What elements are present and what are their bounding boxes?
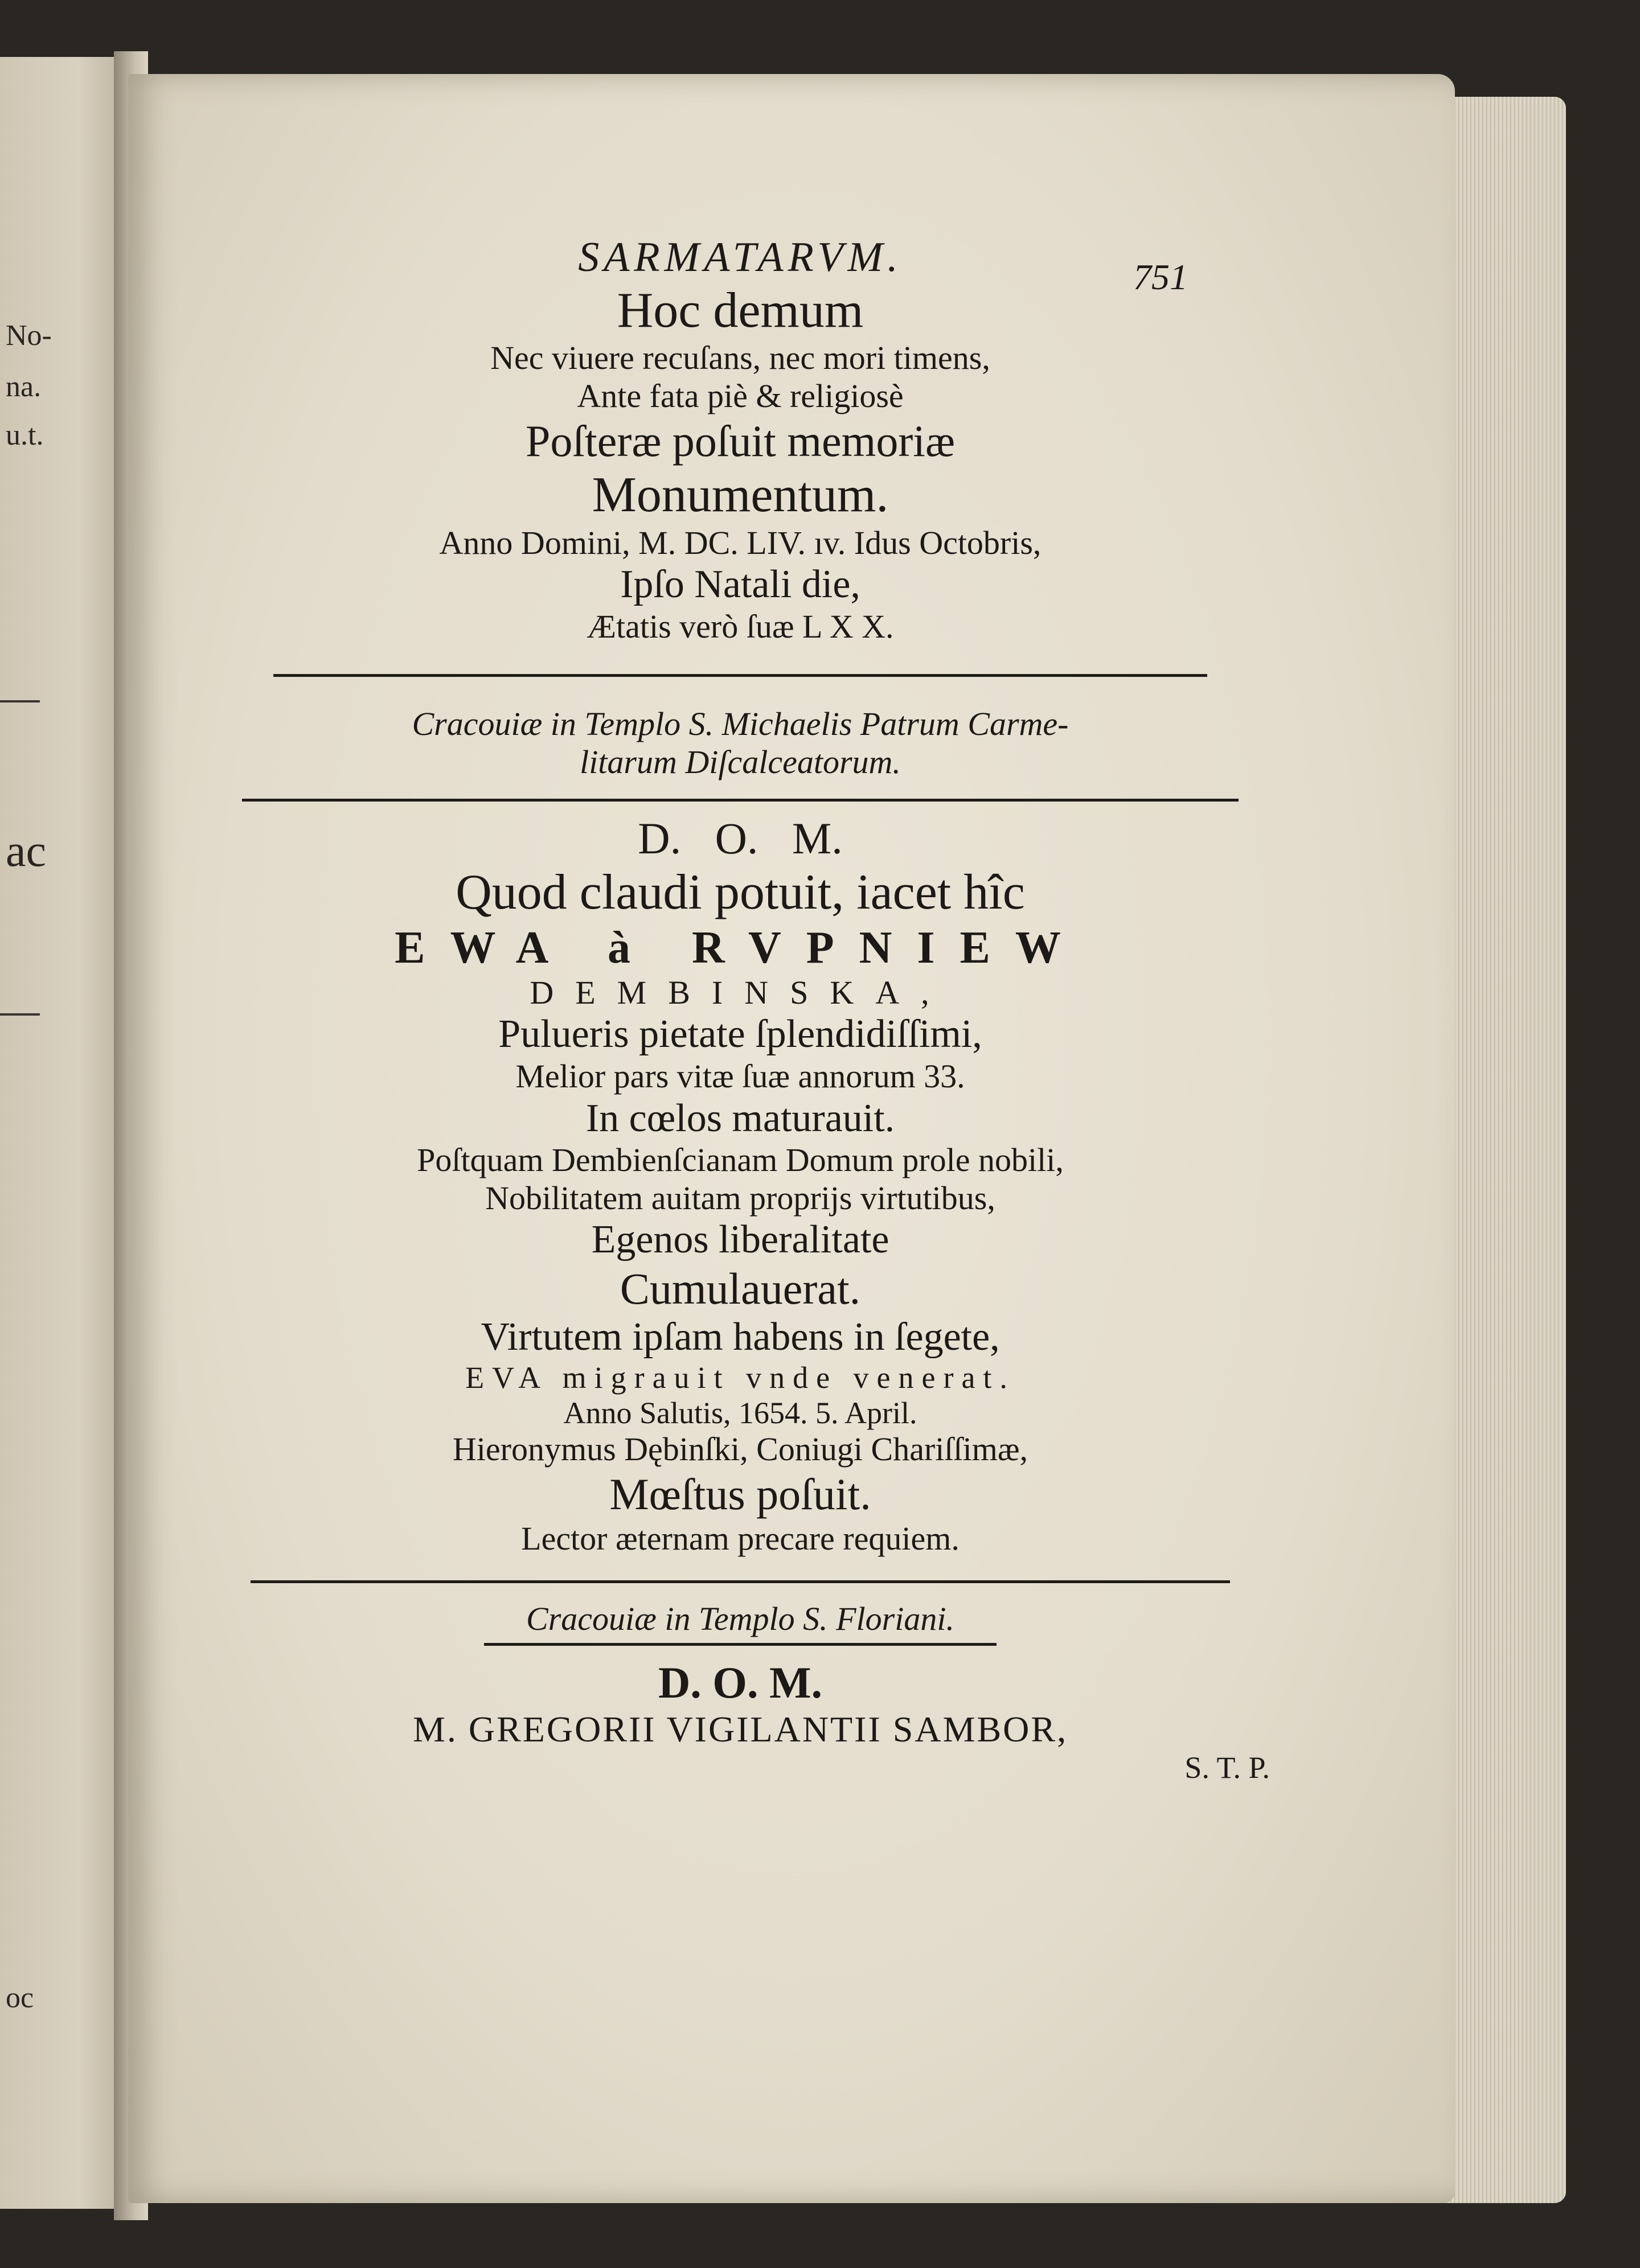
text-line: Hoc demum bbox=[617, 283, 864, 339]
page-number: 751 bbox=[1133, 257, 1188, 297]
text-line: Nec viuere recuſans, nec mori timens, bbox=[490, 339, 990, 377]
epitaph-1 bbox=[199, 282, 1281, 646]
section-heading: litarum Diſcalceatorum. bbox=[580, 743, 901, 781]
name-line: EWA à RVPNIEW bbox=[395, 922, 1086, 973]
text-line: Anno Salutis, 1654. 5. April. bbox=[563, 1396, 917, 1431]
left-fragment: No- bbox=[6, 319, 52, 352]
text-line: In cœlos maturauit. bbox=[585, 1096, 895, 1140]
left-rule bbox=[0, 1013, 40, 1016]
text-column bbox=[199, 233, 1281, 1785]
text-line: Poſteræ poſuit memoriæ bbox=[526, 416, 955, 466]
left-fragment: oc bbox=[6, 1982, 34, 2014]
text-line: Pulueris pietate ſplendidiſſimi, bbox=[498, 1012, 982, 1057]
text-line: Ipſo Natali die, bbox=[620, 562, 860, 607]
text-line: Ætatis verò ſuæ L X X. bbox=[587, 607, 894, 645]
text-line: Monumentum. bbox=[592, 467, 889, 523]
section-heading: Cracouiæ in Templo S. Michaelis Patrum Carme- bbox=[412, 705, 1069, 743]
text-line: Virtutem ipſam habens in ſegete, bbox=[481, 1314, 1000, 1359]
text-line: S. T. P. bbox=[1184, 1751, 1270, 1785]
text-line: Poſtquam Dembienſcianam Domum prole nobili, bbox=[417, 1141, 1064, 1179]
left-rule bbox=[0, 700, 40, 702]
dom-heading: D. O. M. bbox=[658, 1658, 823, 1708]
surname-line: DEMBINSKA, bbox=[530, 973, 951, 1011]
dom-heading: D. O. M. bbox=[638, 813, 843, 863]
text-line: M. GREGORII VIGILANTII SAMBOR, bbox=[412, 1708, 1068, 1749]
text-line: Egenos liberalitate bbox=[591, 1218, 889, 1262]
text-line: EVA migrauit vnde venerat. bbox=[465, 1361, 1015, 1395]
text-line: Hieronymus Dębinſki, Coniugi Chariſſimæ, bbox=[452, 1431, 1028, 1468]
section-heading: Cracouiæ in Templo S. Floriani. bbox=[526, 1600, 954, 1638]
text-line: Lector æternam precare requiem. bbox=[521, 1519, 960, 1557]
text-line: Mœſtus poſuit. bbox=[609, 1469, 871, 1519]
text-line: Melior pars vitæ ſuæ annorum 33. bbox=[515, 1057, 965, 1095]
left-fragment: u.t. bbox=[6, 419, 44, 451]
text-line: Nobilitatem auitam proprijs virtutibus, bbox=[485, 1179, 995, 1217]
text-line: Anno Domini, M. DC. LIV. ıv. Idus Octobris, bbox=[439, 524, 1042, 561]
left-fragment: na. bbox=[6, 371, 42, 403]
epitaph-2 bbox=[199, 813, 1281, 1558]
text-line: Quod claudi potuit, iacet hîc bbox=[456, 865, 1025, 921]
epitaph-3 bbox=[199, 1657, 1281, 1785]
text-line: Ante fata piè & religiosè bbox=[577, 377, 904, 414]
left-fragment: ac bbox=[6, 826, 47, 876]
text-line: Cumulauerat. bbox=[620, 1263, 861, 1313]
running-head: SARMATARVM. bbox=[578, 234, 903, 281]
